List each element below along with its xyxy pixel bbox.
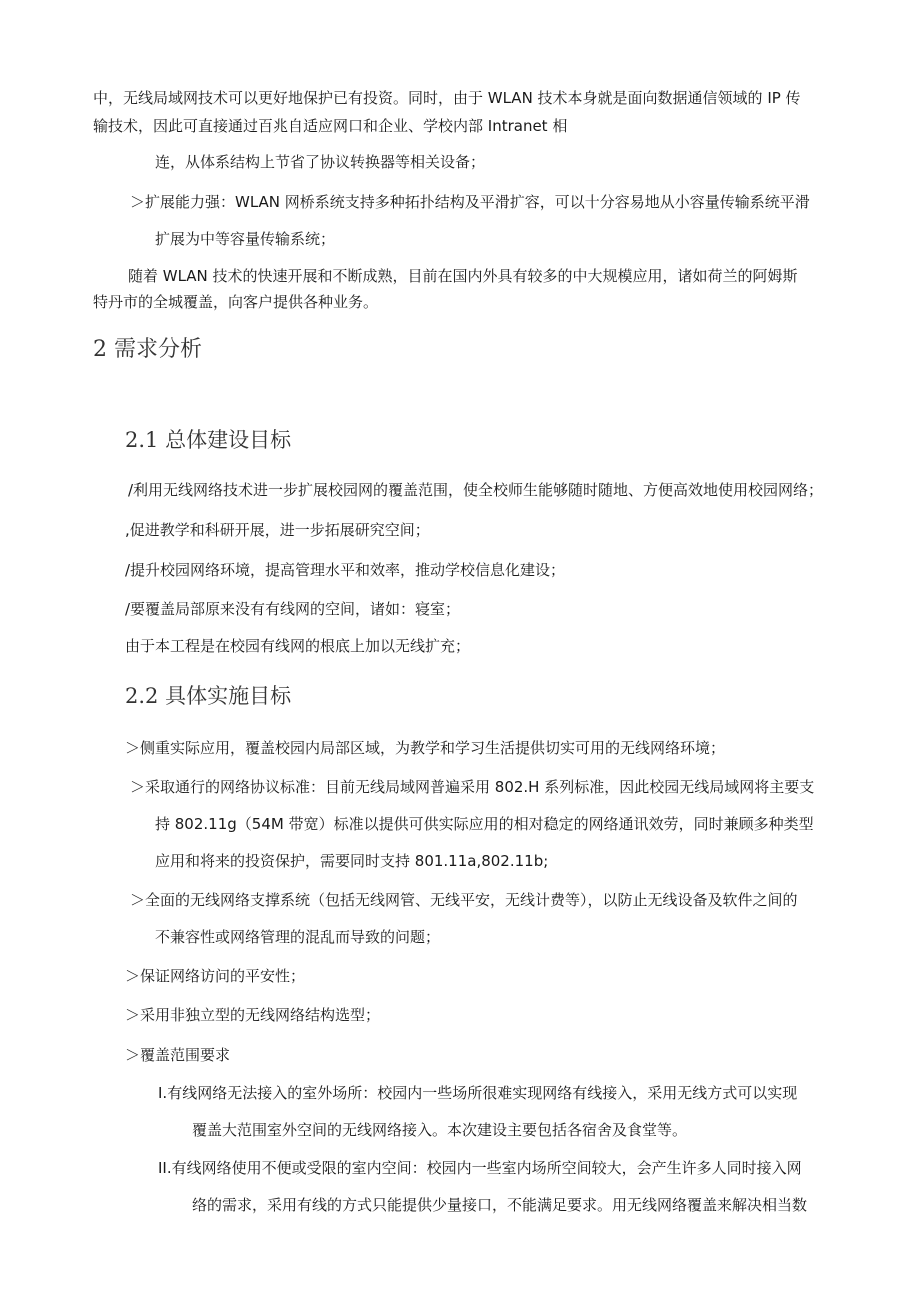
intro-line-6: 随着 WLAN 技术的快速开展和不断成熟，目前在国内外具有较多的中大规模应用，诸如荷兰的阿姆斯 [128, 267, 798, 285]
intro-line-1: 中，无线局域网技术可以更好地保护已有投资。同时，由于 WLAN 技术本身就是面向数据通信领域的 IP 传 [93, 89, 801, 107]
section-2-2-heading: 2.2 具体实施目标 [125, 684, 292, 708]
impl-line-13: 络的需求，采用有线的方式只能提供少量接口，不能满足要求。用无线网络覆盖来解决相当数 [192, 1196, 808, 1214]
impl-line-2: ＞采取通行的网络协议标准：目前无线局域网普遍采用 802.H 系列标准，因此校园无线局域网将主要支 [130, 778, 815, 796]
impl-line-9: ＞覆盖范围要求 [125, 1046, 231, 1064]
intro-line-7: 特丹市的全城覆盖，向客户提供各种业务。 [93, 293, 379, 311]
impl-line-4: 应用和将来的投资保护，需要同时支持 801.11a,802.11b; [155, 852, 549, 870]
goal-item-4: /要覆盖局部原来没有有线网的空间，诸如：寝室； [125, 600, 461, 618]
impl-line-11: 覆盖大范围室外空间的无线网络接入。本次建设主要包括各宿舍及食堂等。 [192, 1121, 688, 1139]
goal-item-3: /提升校园网络环境，提高管理水平和效率，推动学校信息化建设； [125, 561, 566, 579]
intro-line-4: ＞扩展能力强：WLAN 网桥系统支持多种拓扑结构及平滑扩容，可以十分容易地从小容量传输系统平滑 [130, 193, 810, 211]
impl-line-1: ＞侧重实际应用，覆盖校园内局部区域，为教学和学习生活提供切实可用的无线网络环境； [125, 739, 726, 757]
goal-item-5: 由于本工程是在校园有线网的根底上加以无线扩充； [125, 637, 471, 655]
impl-line-8: ＞采用非独立型的无线网络结构选型； [125, 1006, 381, 1024]
goal-item-1: /利用无线网络技术进一步扩展校园网的覆盖范围，使全校师生能够随时随地、方便高效地使用校园网络； [128, 481, 824, 499]
impl-line-3: 持 802.11g（54M 带宽）标准以提供可供实际应用的相对稳定的网络通讯效劳，同时兼顾多种类型 [155, 815, 814, 833]
impl-line-10: I.有线网络无法接入的室外场所：校园内一些场所很难实现网络有线接入，采用无线方式可以实现 [158, 1084, 798, 1102]
impl-line-7: ＞保证网络访问的平安性； [125, 967, 306, 985]
intro-line-5: 扩展为中等容量传输系统； [155, 230, 336, 248]
section-2-heading: 2 需求分析 [93, 337, 202, 362]
impl-line-5: ＞全面的无线网络支撑系统（包括无线网管、无线平安，无线计费等），以防止无线设备及软件之间的 [130, 891, 798, 909]
impl-line-6: 不兼容性或网络管理的混乱而导致的问题； [155, 928, 441, 946]
intro-line-3: 连，从体系结构上节省了协议转换器等相关设备； [155, 153, 486, 171]
intro-line-2: 输技术，因此可直接通过百兆自适应网口和企业、学校内部 Intranet 相 [93, 117, 568, 135]
impl-line-12: II.有线网络使用不便或受限的室内空间：校园内一些室内场所空间较大，会产生许多人同时接入网 [158, 1159, 802, 1177]
goal-item-2: ,促进教学和科研开展，进一步拓展研究空间； [125, 521, 430, 539]
section-2-1-heading: 2.1 总体建设目标 [125, 428, 292, 452]
